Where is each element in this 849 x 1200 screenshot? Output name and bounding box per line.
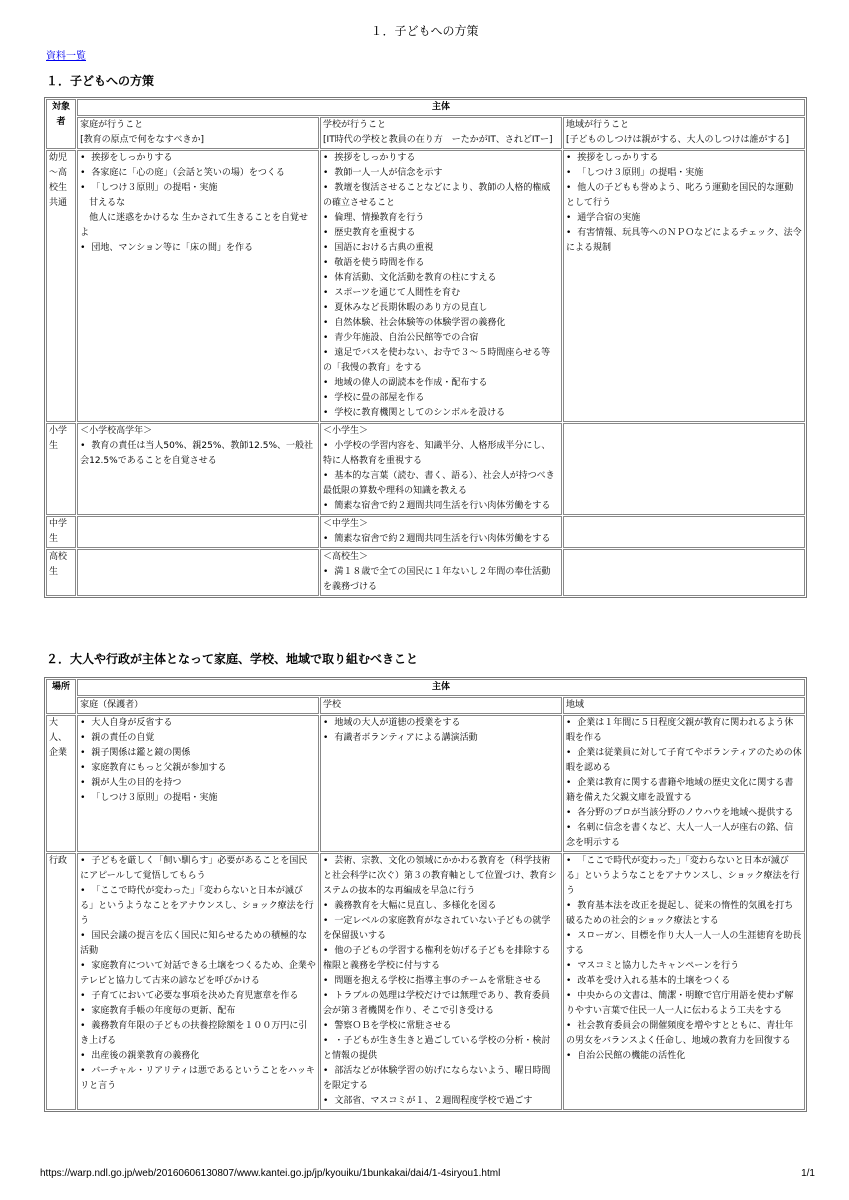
list-item: • 教師一人一人が信念を示す	[323, 166, 559, 181]
list-item: • 「ここで時代が変わった」「変わらないと日本が滅びる」というようなことをアナウンスし、ショック療法を行う	[566, 854, 802, 899]
children-measures-table	[44, 97, 807, 598]
list-item: ＜中学生＞	[323, 519, 369, 529]
list-item: • 歴史教育を重視する	[323, 226, 559, 241]
list-item: • 一定レベルの家庭教育がなされていない子どもの就学を保留扱いする	[323, 914, 559, 944]
list-item: 他人に迷惑をかけるな 生かされて生きることを自覚せよ	[80, 213, 308, 238]
table-cell	[77, 715, 319, 852]
list-item: • 教育の責任は当人50%、親25%、教師12.5%、一般社会12.5%であることを自覚させる	[80, 439, 316, 469]
list-item: • 挨拶をしっかりする	[566, 151, 802, 166]
list-item: • 問題を抱える学校に指導主事のチームを常駐させる	[323, 974, 559, 989]
list-item: • 家庭教育にもっと父親が参加する	[80, 761, 316, 776]
row-label: 高校生	[46, 549, 76, 596]
list-item: • 遠足でバスを使わない、お寺で３～５時間座らせる等の「我慢の教育」をする	[323, 346, 559, 376]
item-list	[80, 716, 316, 806]
table-cell	[77, 516, 319, 548]
list-item: • バーチャル・リアリティは悪であるということをハッキリと言う	[80, 1064, 316, 1094]
list-item: • 他人の子どもも誉めよう、叱ろう運動を国民的な運動として行う	[566, 181, 802, 211]
table-cell	[563, 853, 805, 1110]
community-header: 地域が行うこと [子どものしつけは親がする、大人のしつけは誰がする]	[563, 117, 805, 149]
list-item: • 基本的な言葉（読む、書く、語る）、社会人が持つべき最低限の算数や理科の知識を教える	[323, 469, 559, 499]
list-item: • 学校に教育機関としてのシンボルを設ける	[323, 406, 559, 421]
row-label: 幼児～高校生共通	[46, 150, 76, 422]
list-item: • 青少年施設、自治公民館等での合宿	[323, 331, 559, 346]
list-item: • 文部省、マスコミが１、２週間程度学校で過ごす	[323, 1094, 559, 1109]
list-item: • スポーツを通じて人間性を育む	[323, 286, 559, 301]
item-list	[323, 716, 559, 746]
table-cell	[320, 715, 562, 852]
section1-heading: １．子どもへの方策	[46, 74, 155, 88]
list-item: • マスコミと協力したキャンペーンを行う	[566, 959, 802, 974]
list-item: • 敬語を使う時間を作る	[323, 256, 559, 271]
list-item: • 「しつけ３原則」の提唱・実施	[80, 791, 316, 806]
list-item: • 満１８歳で全ての国民に１年ないし２年間の奉仕活動を義務づける	[323, 565, 559, 595]
actor-header: 主体	[77, 99, 805, 116]
list-item: • 名刺に信念を書くなど、大人一人一人が座右の銘、信念を明示する	[566, 821, 802, 851]
table-cell	[77, 549, 319, 596]
table-cell	[563, 423, 805, 515]
table-cell	[77, 423, 319, 515]
row-label: 大人、企業	[46, 715, 76, 852]
adults-government-table	[44, 677, 807, 1112]
list-item: • トラブルの処理は学校だけでは無理であり、教育委員会が第３者機関を作り、そこで引き受ける	[323, 989, 559, 1019]
table-row	[46, 516, 805, 548]
list-item: ＜小学生＞	[323, 426, 369, 436]
school-header: 学校	[320, 697, 562, 714]
item-list	[323, 550, 559, 595]
list-item: • 義務教育年限の子どもの扶養控除額を１００万円に引き上げる	[80, 1019, 316, 1049]
list-item: • ・子どもが生き生きと過ごしている学校の分析・検討と情報の提供	[323, 1034, 559, 1064]
item-list	[323, 424, 559, 514]
actor-header: 主体	[77, 679, 805, 696]
list-item: ＜小学校高学年＞	[80, 426, 153, 436]
list-item: • 教育基本法を改正を提起し、従来の惰性的気風を打ち破るための社会的ショック療法とする	[566, 899, 802, 929]
list-item: • 企業は教育に関する書籍や地域の歴史文化に関する書籍を備えた父親文庫を設置する	[566, 776, 802, 806]
table-cell	[77, 150, 319, 422]
row-label: 小学生	[46, 423, 76, 515]
table-cell	[320, 549, 562, 596]
table-cell	[320, 423, 562, 515]
list-item: • 親が人生の目的を持つ	[80, 776, 316, 791]
table-cell	[320, 150, 562, 422]
list-item: • 警察ＯＢを学校に常駐させる	[323, 1019, 559, 1034]
home-header: 家庭（保護者）	[77, 697, 319, 714]
table-row	[46, 853, 805, 1110]
list-item: • 芸術、宗教、文化の領域にかかわる教育を（科学技術と社会科学に次ぐ）第３の教育軸として位置づけ、教育システムの抜本的な再編成を早急に行う	[323, 854, 559, 899]
list-item: • 夏休みなど長期休暇のあり方の見直し	[323, 301, 559, 316]
item-list	[323, 151, 559, 421]
list-item: 甘えるな	[80, 198, 126, 208]
list-item: • 他の子どもの学習する権利を妨げる子どもを排除する権限と義務を学校に付与する	[323, 944, 559, 974]
list-item: • 団地、マンション等に「床の間」を作る	[80, 241, 316, 256]
row-label: 中学生	[46, 516, 76, 548]
list-item: • 教壇を復活させることなどにより、教師の人格的権威の確立させること	[323, 181, 559, 211]
place-header: 場所	[46, 679, 76, 714]
list-item: • 「しつけ３原則」の提唱・実施	[80, 181, 316, 196]
list-item: • 部活などが体験学習の妨げにならないよう、曜日時間を限定する	[323, 1064, 559, 1094]
document-list-link[interactable]: 資料一覧	[46, 51, 86, 62]
list-item: • 家庭教育について対話できる土壌をつくるため、企業やテレビと協力して古来の諺などを呼びかける	[80, 959, 316, 989]
page-number: 1/1	[801, 1168, 815, 1179]
list-item: • 家庭教育手帳の年度毎の更新、配布	[80, 1004, 316, 1019]
list-item: • 簡素な宿舎で約２週間共同生活を行い肉体労働をする	[323, 499, 559, 514]
table-row	[46, 150, 805, 422]
list-item: • 国民会議の提言を広く国民に知らせるための積極的な活動	[80, 929, 316, 959]
list-item: • 簡素な宿舎で約２週間共同生活を行い肉体労働をする	[323, 532, 559, 547]
school-header: 学校が行うこと [IT時代の学校と教員の在り方 ーたかがIT、されどITー]	[320, 117, 562, 149]
community-header: 地域	[563, 697, 805, 714]
table-row	[46, 423, 805, 515]
table-cell	[320, 853, 562, 1110]
table-cell	[563, 715, 805, 852]
list-item: • 大人自身が反省する	[80, 716, 316, 731]
table-cell	[563, 549, 805, 596]
list-item: • 地域の大人が道徳の授業をする	[323, 716, 559, 731]
list-item: • 子どもを厳しく「飼い馴らす」必要があることを国民にアピールして覚悟してもらう	[80, 854, 316, 884]
table-row	[46, 715, 805, 852]
item-list	[566, 716, 802, 851]
list-item: • 体育活動、文化活動を教育の柱にすえる	[323, 271, 559, 286]
list-item: • 自然体験、社会体験等の体験学習の義務化	[323, 316, 559, 331]
list-item: • 地域の偉人の副読本を作成・配布する	[323, 376, 559, 391]
list-item: • 小学校の学習内容を、知識半分、人格形成半分にし、特に人格教育を重視する	[323, 439, 559, 469]
list-item: • 各分野のプロが当該分野のノウハウを地域へ提供する	[566, 806, 802, 821]
list-item: • 改革を受け入れる基本的土壌をつくる	[566, 974, 802, 989]
page-title: １．子どもへの方策	[370, 24, 479, 38]
list-item: • 通学合宿の実施	[566, 211, 802, 226]
list-item: • 各家庭に「心の庭」（会話と笑いの場）をつくる	[80, 166, 316, 181]
list-item: • 社会教育委員会の開催頻度を増やすとともに、青壮年の男女をバランスよく任命し、地域の教育力を回復する	[566, 1019, 802, 1049]
item-list	[80, 151, 316, 256]
list-item: • 出産後の親業教育の義務化	[80, 1049, 316, 1064]
list-item: ＜高校生＞	[323, 552, 369, 562]
target-header: 対象者	[46, 99, 76, 149]
item-list	[566, 854, 802, 1064]
row-label: 行政	[46, 853, 76, 1110]
list-item: • 国語における古典の重視	[323, 241, 559, 256]
list-item: • 企業は１年間に５日程度父親が教育に関われるよう休暇を作る	[566, 716, 802, 746]
home-header: 家庭が行うこと [教育の原点で何をなすべきか]	[77, 117, 319, 149]
table-cell	[563, 150, 805, 422]
section2-heading: ２．大人や行政が主体となって家庭、学校、地域で取り組むべきこと	[46, 652, 419, 666]
table-row	[46, 549, 805, 596]
list-item: • 子育てにおいて必要な事項を決めた育児憲章を作る	[80, 989, 316, 1004]
list-item: • 「ここで時代が変わった」「変わらないと日本が滅びる」というようなことをアナウンスし、ショック療法を行う	[80, 884, 316, 929]
footer-url: https://warp.ndl.go.jp/web/20160606130807/www.kantei.go.jp/jp/kyouiku/1bunkakai/dai4/1-4siryou1.html	[40, 1168, 501, 1179]
item-list	[323, 517, 559, 547]
list-item: • 有識者ボランティアによる講演活動	[323, 731, 559, 746]
table-cell	[563, 516, 805, 548]
list-item: • 中央からの文書は、簡潔・明瞭で官庁用語を使わず解りやすい言葉で住民一人一人に伝わるよう工夫をする	[566, 989, 802, 1019]
list-item: • 学校に畳の部屋を作る	[323, 391, 559, 406]
list-item: • 倫理、情操教育を行う	[323, 211, 559, 226]
list-item: • スローガン、目標を作り大人一人一人の生涯徳育を助長する	[566, 929, 802, 959]
list-item: • 自治公民館の機能の活性化	[566, 1049, 802, 1064]
list-item: • 企業は従業員に対して子育てやボランティアのための休暇を認める	[566, 746, 802, 776]
list-item: • 親の責任の自覚	[80, 731, 316, 746]
list-item: • 義務教育を大幅に見直し、多様化を図る	[323, 899, 559, 914]
item-list	[566, 151, 802, 256]
list-item: • 親子関係は鑑と鏡の関係	[80, 746, 316, 761]
list-item: • 有害情報、玩具等へのＮＰＯなどによるチェック、法令による規制	[566, 226, 802, 256]
item-list	[80, 424, 316, 469]
item-list	[323, 854, 559, 1109]
list-item: • 挨拶をしっかりする	[323, 151, 559, 166]
table-cell	[77, 853, 319, 1110]
item-list	[80, 854, 316, 1094]
list-item: • 挨拶をしっかりする	[80, 151, 316, 166]
table-cell	[320, 516, 562, 548]
list-item: • 「しつけ３原則」の提唱・実施	[566, 166, 802, 181]
